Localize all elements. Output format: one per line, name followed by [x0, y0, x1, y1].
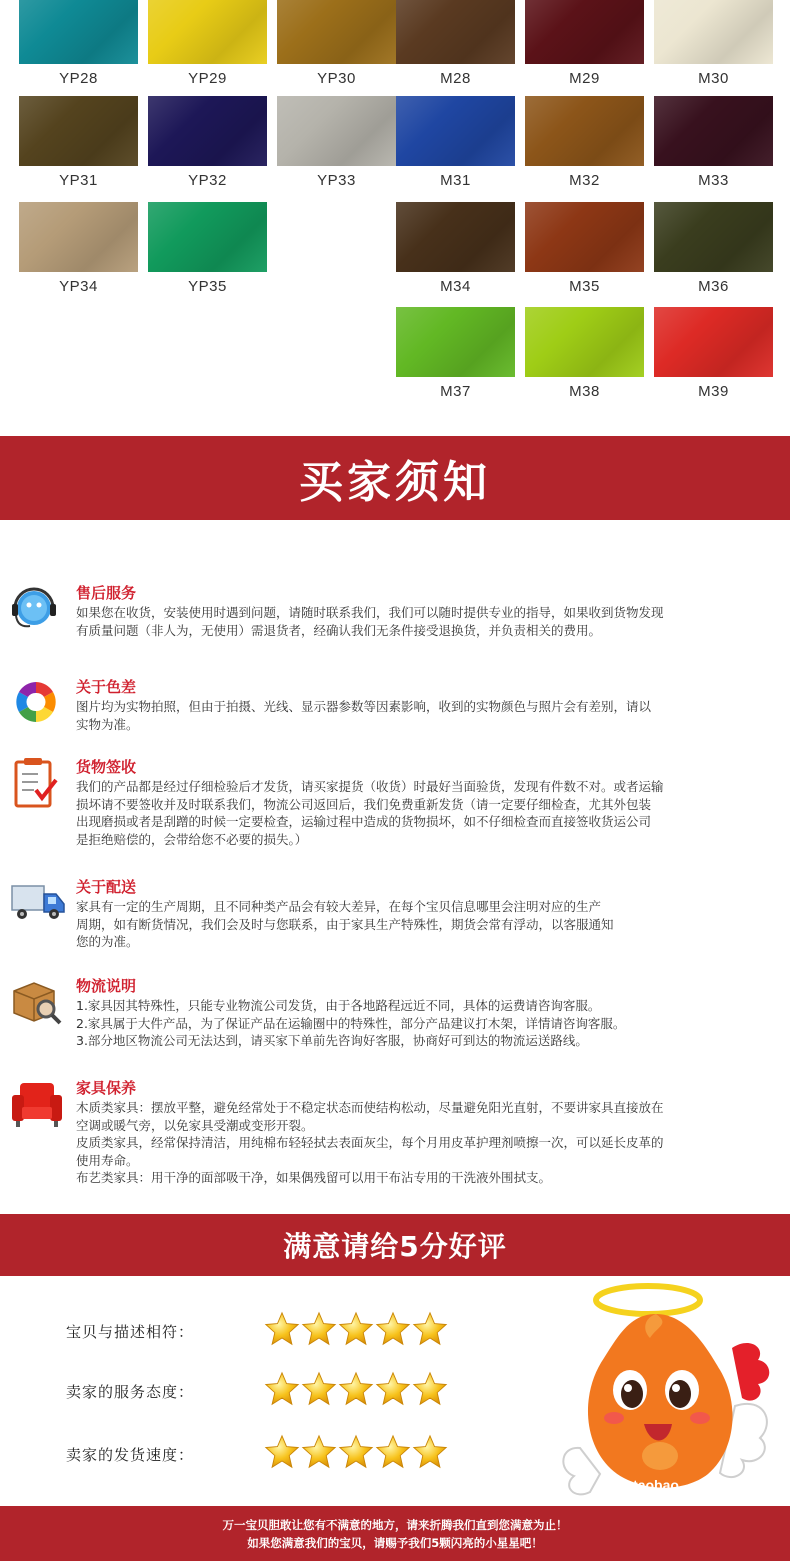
swatch-chip [396, 0, 515, 64]
swatch-code: YP29 [188, 70, 227, 87]
clipboard-check-icon [8, 756, 68, 808]
swatch-yp32 [148, 96, 267, 189]
star-icon[interactable] [301, 1371, 338, 1411]
notice-body [76, 698, 742, 733]
notice-body [76, 1099, 742, 1187]
swatch-m35 [525, 202, 644, 295]
star-icon[interactable] [375, 1434, 412, 1474]
swatch-chip [654, 307, 773, 377]
banner-title: 买家须知 [299, 457, 491, 508]
swatch-m29 [525, 0, 644, 87]
swatch-m31 [396, 96, 515, 189]
notice-line: 1.家具因其特殊性，只能专业物流公司发货，由于各地路程远近不同，具体的运费请咨询客服。 [76, 998, 601, 1013]
swatch-code: M39 [698, 383, 729, 400]
swatch-chip [396, 96, 515, 166]
star-icon[interactable] [375, 1371, 412, 1411]
swatch-code: M37 [440, 383, 471, 400]
swatch-chip [396, 202, 515, 272]
swatch-code: M36 [698, 278, 729, 295]
notice-line: 3.部分地区物流公司无法达到，请买家下单前先咨询好客服，协商好可到达的物流运送路线。 [76, 1033, 588, 1048]
notice-line: 我们的产品都是经过仔细检验后才发货，请买家提货（收货）时最好当面验货，发现有件数不对。或者运输 [76, 779, 664, 794]
rating-banner-title: 满意请给5分好评 [283, 1230, 507, 1263]
swatch-code: YP34 [59, 278, 98, 295]
notice-body [76, 898, 742, 951]
rating-label: 卖家的服务态度： [66, 1383, 195, 1401]
star-icon[interactable] [264, 1311, 301, 1351]
swatch-chip [19, 96, 138, 166]
star-icon[interactable] [264, 1434, 301, 1474]
headset-icon [8, 582, 68, 634]
swatch-chip [148, 202, 267, 272]
notice-line: 损坏请不要签收并及时联系我们，物流公司返回后，我们免费重新发货（请一定要仔细检查，尤其外包装 [76, 796, 652, 812]
star-icon[interactable] [301, 1434, 338, 1474]
swatch-chip [148, 0, 267, 64]
swatch-chip [277, 96, 396, 166]
color-swatch-grid [0, 0, 790, 436]
swatch-code: M32 [569, 172, 600, 189]
star-rating[interactable] [264, 1311, 449, 1351]
footer-line-2: 如果您满意我们的宝贝，请赐予我们5颗闪亮的小星星吧！ [247, 1535, 543, 1550]
swatch-yp34 [19, 202, 138, 295]
notice-body [76, 778, 742, 848]
swatch-chip [654, 202, 773, 272]
color-wheel-icon [8, 676, 68, 728]
swatch-m28 [396, 0, 515, 87]
star-icon[interactable] [264, 1371, 301, 1411]
swatch-yp30 [277, 0, 396, 87]
star-rating[interactable] [264, 1434, 449, 1474]
star-icon[interactable] [412, 1371, 449, 1411]
star-icon[interactable] [412, 1434, 449, 1474]
notice-title: 家具保养 [76, 1079, 137, 1097]
notice-title: 关于色差 [76, 678, 137, 696]
swatch-m30 [654, 0, 773, 87]
swatch-code: M34 [440, 278, 471, 295]
swatch-code: YP30 [317, 70, 356, 87]
star-icon[interactable] [301, 1311, 338, 1351]
swatch-m32 [525, 96, 644, 189]
notice-line: 木质类家具：摆放平整，避免经常处于不稳定状态而使结构松动，尽量避免阳光直射，不要讲家具直接放在 [76, 1100, 664, 1115]
notice-title: 售后服务 [76, 584, 137, 602]
package-search-icon [8, 975, 68, 1027]
swatch-chip [525, 307, 644, 377]
star-icon[interactable] [338, 1311, 375, 1351]
swatch-code: YP28 [59, 70, 98, 87]
notice-body [76, 604, 742, 639]
star-icon[interactable] [375, 1311, 412, 1351]
notice-line: 皮质类家具，经常保持清洁，用纯棉布轻轻拭去表面灰尘，每个月用皮革护理剂喷擦一次，可以延长皮革的 [76, 1135, 664, 1150]
notice-title: 关于配送 [76, 878, 137, 896]
swatch-chip [525, 202, 644, 272]
swatch-chip [525, 96, 644, 166]
swatch-code: YP32 [188, 172, 227, 189]
swatch-chip [525, 0, 644, 64]
swatch-yp31 [19, 96, 138, 189]
mascot-label: taobao [633, 1477, 679, 1493]
rating-row [66, 1371, 466, 1411]
notice-line: 布艺类家具：用干净的面部吸干净，如果偶残留可以用干布沾专用的干洗液外围拭支。 [76, 1170, 552, 1185]
star-icon[interactable] [338, 1371, 375, 1411]
notice-line: 有质量问题（非人为，无使用）需退货者，经确认我们无条件接受退换货，并负责相关的费用。 [76, 622, 602, 638]
swatch-m38 [525, 307, 644, 400]
notice-line: 周期，如有断货情况，我们会及时与您联系，由于家具生产特殊性，期货会常有浮动，以客服通知 [76, 916, 614, 932]
rating-banner [0, 1214, 790, 1276]
notice-line: 是拒绝赔偿的，会带给您不必要的损失。） [76, 831, 308, 847]
taobao-mascot [560, 1278, 780, 1504]
swatch-code: M30 [698, 70, 729, 87]
swatch-yp33 [277, 96, 396, 189]
notice-line: 出现磨损或者是刮蹭的时候一定要检查，运输过程中造成的货物损坏，如不仔细检查而直接签收货运公司 [76, 814, 652, 829]
notice-line: 2.家具属于大件产品，为了保证产品在运输圈中的特殊性，部分产品建议打木架，详情请咨询客服。 [76, 1015, 626, 1031]
notice-title: 货物签收 [76, 758, 137, 776]
notice-line: 实物为准。 [76, 716, 139, 732]
footer-line-1: 万一宝贝胆敢让您有不满意的地方，请来折腾我们直到您满意为止！ [222, 1517, 568, 1532]
swatch-m39 [654, 307, 773, 400]
swatch-code: M35 [569, 278, 600, 295]
footer-banner [0, 1506, 790, 1561]
swatch-chip [654, 96, 773, 166]
swatch-yp29 [148, 0, 267, 87]
swatch-chip [19, 0, 138, 64]
swatch-code: YP33 [317, 172, 356, 189]
swatch-code: M29 [569, 70, 600, 87]
swatch-chip [277, 0, 396, 64]
swatch-m33 [654, 96, 773, 189]
star-icon[interactable] [338, 1434, 375, 1474]
notice-line: 使用寿命。 [76, 1152, 139, 1168]
notice-line: 家具有一定的生产周期，且不同种类产品会有较大差异，在每个宝贝信息哪里会注明对应的生产 [76, 899, 602, 914]
rating-row [66, 1311, 466, 1351]
rating-row [66, 1434, 466, 1474]
rating-label: 宝贝与描述相符： [66, 1323, 195, 1341]
rating-label: 卖家的发货速度： [66, 1446, 195, 1464]
swatch-chip [396, 307, 515, 377]
star-icon[interactable] [412, 1311, 449, 1351]
swatch-code: M33 [698, 172, 729, 189]
buyer-notice-banner [0, 436, 790, 520]
star-rating[interactable] [264, 1371, 449, 1411]
armchair-icon [8, 1077, 68, 1129]
notice-title: 物流说明 [76, 977, 137, 995]
swatch-code: YP31 [59, 172, 98, 189]
swatch-code: M38 [569, 383, 600, 400]
swatch-yp35 [148, 202, 267, 295]
swatch-yp28 [19, 0, 138, 87]
notice-line: 图片均为实物拍照，但由于拍摄、光线、显示器参数等因素影响，收到的实物颜色与照片会有差别，请以 [76, 699, 652, 714]
swatch-chip [654, 0, 773, 64]
swatch-m37 [396, 307, 515, 400]
swatch-code: YP35 [188, 278, 227, 295]
swatch-chip [148, 96, 267, 166]
notice-line: 如果您在收货，安装使用时遇到问题，请随时联系我们，我们可以随时提供专业的指导，如果收到货物发现 [76, 605, 664, 620]
notice-body [76, 997, 742, 1050]
notice-line: 您的为准。 [76, 934, 139, 949]
swatch-code: M31 [440, 172, 471, 189]
swatch-m36 [654, 202, 773, 295]
swatch-m34 [396, 202, 515, 295]
swatch-code: M28 [440, 70, 471, 87]
notice-line: 空调或暖气旁，以免家具受潮或变形开裂。 [76, 1117, 314, 1133]
swatch-chip [19, 202, 138, 272]
truck-icon [8, 876, 68, 928]
